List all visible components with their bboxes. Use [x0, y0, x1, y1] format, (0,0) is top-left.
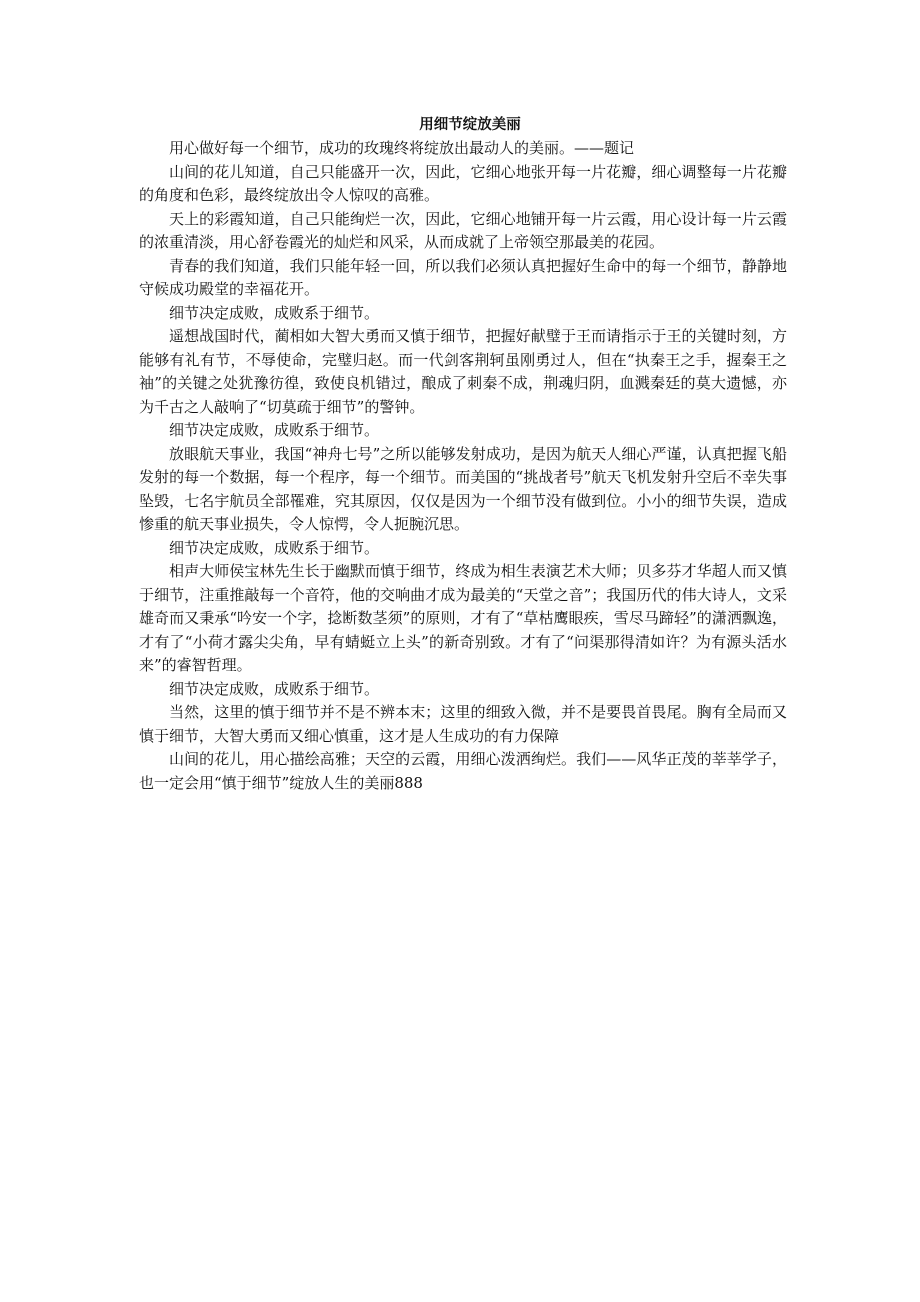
- paragraph: 山间的花儿知道，自己只能盛开一次，因此，它细心地张开每一片花瓣，细心调整每一片花瓣的角度和色彩，最终绽放出令人惊叹的高雅。: [139, 162, 787, 204]
- paragraph: 青春的我们知道，我们只能年轻一回，所以我们必须认真把握好生命中的每一个细节，静静地守候成功殿堂的幸福花开。: [139, 256, 787, 298]
- paragraph-conclusion: 山间的花儿，用心描绘高雅；天空的云霞，用细心泼洒绚烂。我们——风华正茂的莘莘学子，也一定会用“慎于细节”绽放人生的美丽888: [139, 750, 787, 792]
- refrain-line: 细节决定成败，成败系于细节。: [169, 421, 380, 439]
- paragraph-epigraph: 用心做好每一个细节，成功的玫瑰终将绽放出最动人的美丽。——题记: [169, 139, 635, 157]
- refrain-line: 细节决定成败，成败系于细节。: [169, 679, 380, 698]
- paragraph: 当然，这里的慎于细节并不是不辨本末；这里的细致入微，并不是要畏首畏尾。胸有全局而又慎于细节，大智大勇而又细心慎重，这才是人生成功的有力保障: [139, 703, 787, 745]
- paragraph: 天上的彩霞知道，自己只能绚烂一次，因此，它细心地铺开每一片云霞，用心设计每一片云霞的浓重清淡，用心舒卷霞光的灿烂和风采，从而成就了上帝领空那最美的花园。: [139, 209, 787, 251]
- document-title: 用细节绽放美丽: [419, 117, 521, 133]
- refrain-line: 细节决定成败，成败系于细节。: [169, 303, 380, 322]
- paragraph: 放眼航天事业，我国“神舟七号”之所以能够发射成功，是因为航天人细心严谨，认真把握飞船发射的每一个数据，每一个程序，每一个细节。而美国的“挑战者号”航天飞机发射升空后不幸失事坠毁，七名宇航员全部罹难，究其原因，仅仅是因为一个细节没有做到位。小小的细节失误，造成惨重的航天事业损失，令人惊愕，令人扼腕沉思。: [139, 444, 787, 533]
- refrain-line: 细节决定成败，成败系于细节。: [169, 538, 380, 557]
- paragraph: 遥想战国时代，蔺相如大智大勇而又慎于细节，把握好献璧于王而请指示于王的关键时刻，方能够有礼有节，不辱使命，完璧归赵。而一代剑客荆轲虽刚勇过人，但在“执秦王之手，握秦王之袖”的关键之处犹豫彷徨，致使良机错过，酿成了刺秦不成，荆魂归阴，血溅秦廷的莫大遗憾，亦为千古之人敲响了“切莫疏于细节”的警钟。: [139, 327, 787, 416]
- paragraph: 相声大师侯宝林先生长于幽默而慎于细节，终成为相生表演艺术大师；贝多芬才华超人而又慎于细节，注重推敲每一个音符，他的交响曲才成为最美的“天堂之音”；我国历代的伟大诗人，文采雄奇而又秉承“吟安一个字，捻断数茎须”的原则，才有了“草枯鹰眼疾，雪尽马蹄轻”的潇洒飘逸，才有了“小荷才露尖尖角，早有蜻蜓立上头”的新奇别致。才有了“问渠那得清如许？为有源头活水来”的睿智哲理。: [139, 562, 787, 674]
- document-body: [139, 114, 787, 795]
